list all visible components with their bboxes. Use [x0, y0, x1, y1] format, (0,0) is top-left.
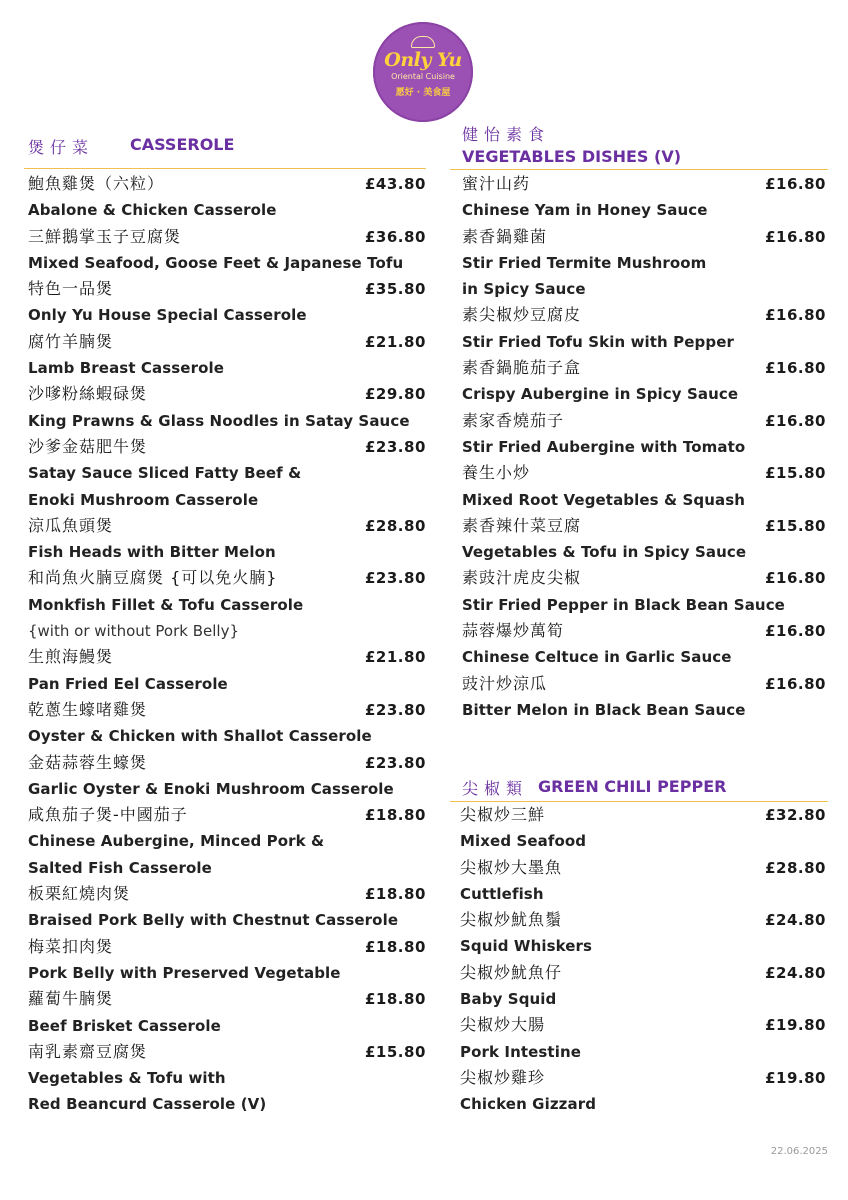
menu-item-chinese-row	[28, 750, 426, 776]
dish-name-english: Mixed Seafood, Goose Feet & Japanese Tofu	[28, 253, 404, 272]
menu-item-english-row	[28, 907, 426, 933]
menu-item-chinese-row	[28, 329, 426, 355]
menu-item-english-row	[462, 250, 828, 276]
menu-item-chinese-row	[462, 224, 828, 250]
dish-name-english: Crispy Aubergine in Spicy Sauce	[462, 385, 739, 404]
dish-name-english: Fish Heads with Bitter Melon	[28, 543, 276, 562]
dish-price: £32.80	[765, 806, 826, 824]
menu-item-english-row	[28, 671, 426, 697]
dish-name-english: Chinese Yam in Honey Sauce	[462, 201, 708, 220]
dish-name-english: Pan Fried Eel Casserole	[28, 674, 228, 693]
chili-en-title: GREEN CHILI PEPPER	[538, 777, 727, 796]
menu-item-english-row	[462, 592, 828, 618]
vegetables-en-title: VEGETABLES DISHES (V)	[462, 147, 682, 166]
menu-item-english-row	[460, 986, 828, 1012]
menu-item-english-row	[28, 1065, 426, 1091]
dish-price: £19.80	[765, 1068, 826, 1087]
menu-item-english-row	[28, 723, 426, 749]
dish-name-english: Chinese Celtuce in Garlic Sauce	[462, 648, 732, 667]
dish-name-english: Stir Fried Pepper in Black Bean Sauce	[462, 595, 785, 614]
dish-name-chinese: 尖椒炒大腸	[460, 1015, 546, 1035]
menu-item-english-row	[28, 539, 426, 565]
dish-price: £21.80	[365, 648, 426, 667]
restaurant-logo	[373, 22, 473, 122]
dish-price: £28.80	[365, 516, 426, 535]
dish-name-english: Squid Whiskers	[460, 937, 593, 956]
menu-item-chinese-row	[28, 644, 426, 670]
dish-name-english: Satay Sauce Sliced Fatty Beef &	[28, 464, 302, 483]
dish-name-chinese: 尖椒炒魷魚仔	[460, 962, 563, 982]
menu-item-chinese-row	[460, 1012, 828, 1038]
logo-subtitle: Oriental Cuisine	[391, 72, 455, 81]
menu-item-english-row	[462, 644, 828, 670]
dish-name-chinese: 素豉汁虎皮尖椒	[462, 568, 582, 588]
dish-name-chinese: 生煎海鰻煲	[28, 647, 114, 667]
dish-name-english: Mixed Root Vegetables & Squash	[462, 490, 746, 509]
menu-item-english-row	[28, 592, 426, 618]
casserole-en-title: CASSEROLE	[130, 135, 235, 154]
menu-item-chinese-row	[28, 513, 426, 539]
menu-item-english-row	[28, 250, 426, 276]
vegetables-cn-title: 健怡素食	[462, 125, 551, 144]
dish-name-chinese: 涼瓜魚頭煲	[28, 515, 114, 535]
menu-item-chinese-row	[28, 276, 426, 302]
menu-item-english-row	[462, 276, 828, 302]
chef-hat-icon	[411, 36, 435, 48]
menu-item-english-row	[28, 460, 426, 486]
dish-name-chinese: 腐竹羊腩煲	[28, 331, 114, 351]
menu-item-english-row	[462, 329, 828, 355]
dish-name-english: Stir Fried Termite Mushroom	[462, 253, 707, 272]
casserole-header	[28, 128, 426, 169]
menu-item-english-row	[28, 828, 426, 854]
menu-item-english-row	[462, 487, 828, 513]
dish-price: £16.80	[765, 227, 826, 246]
menu-item-english-row	[460, 828, 828, 854]
menu-item-english-row	[28, 855, 426, 881]
menu-item-chinese-row	[462, 460, 828, 486]
menu-item-chinese-row	[462, 408, 828, 434]
dish-price: £29.80	[365, 385, 426, 404]
dish-name-chinese: 金菇蒜蓉生蠔煲	[28, 752, 148, 772]
menu-item-english-row	[28, 302, 426, 328]
dish-name-chinese: 蘿蔔牛腩煲	[28, 989, 114, 1009]
menu-item-chinese-row	[28, 881, 426, 907]
menu-item-chinese-row	[462, 513, 828, 539]
dish-name-english: Vegetables & Tofu with	[28, 1069, 226, 1088]
menu-item-english-row	[462, 197, 828, 223]
dish-name-english: Stir Fried Aubergine with Tomato	[462, 437, 746, 456]
dish-price: £18.80	[365, 806, 426, 825]
dish-name-chinese: 素香辣什菜豆腐	[462, 515, 582, 535]
dish-price: £18.80	[365, 990, 426, 1009]
dish-price: £16.80	[765, 411, 826, 430]
dish-name-english: Enoki Mushroom Casserole	[28, 490, 259, 509]
menu-item-english-row	[462, 539, 828, 565]
dish-price: £21.80	[365, 332, 426, 351]
menu-item-english-row	[28, 197, 426, 223]
dish-price: £15.80	[765, 464, 826, 483]
dish-name-english: Garlic Oyster & Enoki Mushroom Casserole	[28, 779, 394, 798]
menu-item-chinese-row	[460, 802, 828, 828]
menu-item-english-row	[28, 1091, 426, 1117]
menu-item-chinese-row	[462, 671, 828, 697]
dish-price: £15.80	[365, 1042, 426, 1061]
dish-name-english: Beef Brisket Casserole	[28, 1016, 221, 1035]
menu-item-chinese-row	[462, 302, 828, 328]
menu-item-chinese-row	[460, 1065, 828, 1091]
dish-name-english: Bitter Melon in Black Bean Sauce	[462, 700, 746, 719]
menu-item-chinese-row	[28, 1039, 426, 1065]
dish-name-english: Chicken Gizzard	[460, 1095, 597, 1114]
vegetables-list	[462, 171, 828, 723]
logo-chinese: 愿好 · 美食屋	[395, 88, 451, 98]
dish-name-chinese: 蒜蓉爆炒萬筍	[462, 621, 565, 641]
dish-name-chinese: 三鮮鵝掌玉子豆腐煲	[28, 226, 182, 246]
menu-item-english-row	[28, 776, 426, 802]
logo-brand: Only Yu	[384, 49, 462, 71]
dish-name-chinese: 豉汁炒涼瓜	[462, 673, 548, 693]
dish-name-chinese: 乾蔥生蠔啫雞煲	[28, 699, 148, 719]
menu-item-english-row	[462, 434, 828, 460]
dish-name-chinese: 南乳素齋豆腐煲	[28, 1041, 148, 1061]
dish-price: £19.80	[765, 1016, 826, 1035]
dish-name-chinese: 蜜汁山药	[462, 174, 531, 193]
menu-item-chinese-row	[28, 934, 426, 960]
dish-price: £16.80	[765, 175, 826, 193]
menu-item-chinese-row	[28, 434, 426, 460]
dish-name-chinese: 素香鍋雞菌	[462, 226, 548, 246]
dish-price: £16.80	[765, 674, 826, 693]
dish-name-chinese: 和尚魚火腩豆腐煲 {可以免火腩}	[28, 568, 278, 588]
menu-item-english-row	[28, 1013, 426, 1039]
dish-price: £18.80	[365, 937, 426, 956]
dish-price: £23.80	[365, 569, 426, 588]
dish-name-english: in Spicy Sauce	[462, 280, 586, 299]
dish-price: £18.80	[365, 885, 426, 904]
dish-price: £43.80	[365, 175, 426, 193]
menu-item-english-row	[460, 1091, 828, 1117]
dish-name-chinese: 養生小炒	[462, 463, 531, 483]
dish-name-english: Pork Belly with Preserved Vegetable	[28, 963, 341, 982]
menu-item-english-row	[28, 408, 426, 434]
dish-price: £16.80	[765, 359, 826, 378]
casserole-cn-title: 煲仔菜	[28, 138, 95, 157]
dish-name-chinese: 鮑魚雞煲（六粒）	[28, 174, 165, 193]
menu-item-english-row	[460, 881, 828, 907]
dish-price: £16.80	[765, 622, 826, 641]
dish-price: £24.80	[765, 911, 826, 930]
dish-price: £15.80	[765, 516, 826, 535]
menu-item-chinese-row	[462, 565, 828, 591]
menu-item-chinese-row	[28, 697, 426, 723]
dish-name-english: Cuttlefish	[460, 884, 544, 903]
menu-item-chinese-row	[28, 224, 426, 250]
dish-price: £36.80	[365, 227, 426, 246]
chili-list	[460, 802, 828, 1118]
dish-name-chinese: 沙爹金菇肥牛煲	[28, 436, 148, 456]
menu-item-english-row	[460, 1039, 828, 1065]
dish-name-chinese: 尖椒炒魷魚鬚	[460, 910, 563, 930]
menu-item-chinese-row	[28, 802, 426, 828]
dish-name-chinese: 板栗紅燒肉煲	[28, 884, 131, 904]
dish-price: £35.80	[365, 280, 426, 299]
menu-item-english-row	[28, 618, 426, 644]
dish-name-english: Mixed Seafood	[460, 832, 587, 851]
menu-item-chinese-row	[28, 381, 426, 407]
dish-name-chinese: 特色一品煲	[28, 279, 114, 299]
dish-name-english: Abalone & Chicken Casserole	[28, 201, 277, 220]
menu-item-chinese-row	[460, 907, 828, 933]
menu-item-english-row	[462, 381, 828, 407]
dish-price: £24.80	[765, 963, 826, 982]
menu-item-chinese-row	[28, 565, 426, 591]
dish-name-english: Baby Squid	[460, 990, 557, 1009]
dish-name-chinese: 尖椒炒三鮮	[460, 805, 546, 824]
dish-name-chinese: 尖椒炒雞珍	[460, 1067, 546, 1087]
casserole-list	[28, 171, 426, 1118]
chili-cn-title: 尖椒類	[462, 779, 529, 798]
dish-name-chinese: 咸魚茄子煲-中國茄子	[28, 805, 188, 825]
dish-price: £16.80	[765, 306, 826, 325]
section-divider	[24, 168, 426, 170]
dish-name-chinese: 素尖椒炒豆腐皮	[462, 305, 582, 325]
chili-header	[454, 772, 828, 802]
dish-name-english: Salted Fish Casserole	[28, 858, 212, 877]
dish-name-english: Lamb Breast Casserole	[28, 359, 224, 378]
menu-item-english-row	[460, 933, 828, 959]
menu-item-english-row	[28, 487, 426, 513]
dish-name-chinese: 尖椒炒大墨魚	[460, 857, 563, 877]
dish-note: {with or without Pork Belly}	[28, 622, 239, 641]
menu-item-english-row	[28, 355, 426, 381]
menu-item-chinese-row	[28, 986, 426, 1012]
vegetables-header	[454, 120, 828, 170]
dish-name-english: Chinese Aubergine, Minced Pork &	[28, 832, 325, 851]
menu-item-chinese-row	[462, 618, 828, 644]
dish-name-chinese: 素家香燒茄子	[462, 410, 565, 430]
menu-item-chinese-row	[462, 355, 828, 381]
menu-item-english-row	[462, 697, 828, 723]
dish-price: £16.80	[765, 569, 826, 588]
dish-name-chinese: 梅菜扣肉煲	[28, 936, 114, 956]
menu-item-chinese-row	[462, 171, 828, 197]
dish-name-english: Braised Pork Belly with Chestnut Casserole	[28, 911, 399, 930]
dish-name-english: Pork Intestine	[460, 1042, 581, 1061]
dish-name-english: Red Beancurd Casserole (V)	[28, 1095, 267, 1114]
dish-name-english: Oyster & Chicken with Shallot Casserole	[28, 727, 372, 746]
dish-name-english: Only Yu House Special Casserole	[28, 306, 307, 325]
dish-price: £23.80	[365, 700, 426, 719]
menu-item-english-row	[28, 960, 426, 986]
dish-name-english: Vegetables & Tofu in Spicy Sauce	[462, 543, 747, 562]
dish-name-english: King Prawns & Glass Noodles in Satay Sauce	[28, 411, 410, 430]
dish-price: £23.80	[365, 437, 426, 456]
menu-item-chinese-row	[460, 855, 828, 881]
dish-price: £28.80	[765, 858, 826, 877]
menu-date: 22.06.2025	[770, 1146, 828, 1157]
dish-price: £23.80	[365, 753, 426, 772]
dish-name-chinese: 素香鍋脆茄子盒	[462, 358, 582, 378]
section-divider	[450, 169, 828, 171]
menu-item-chinese-row	[28, 171, 426, 197]
dish-name-english: Monkfish Fillet & Tofu Casserole	[28, 595, 304, 614]
dish-name-english: Stir Fried Tofu Skin with Pepper	[462, 332, 734, 351]
dish-name-chinese: 沙嗲粉絲蝦碌煲	[28, 384, 148, 404]
menu-item-chinese-row	[460, 960, 828, 986]
